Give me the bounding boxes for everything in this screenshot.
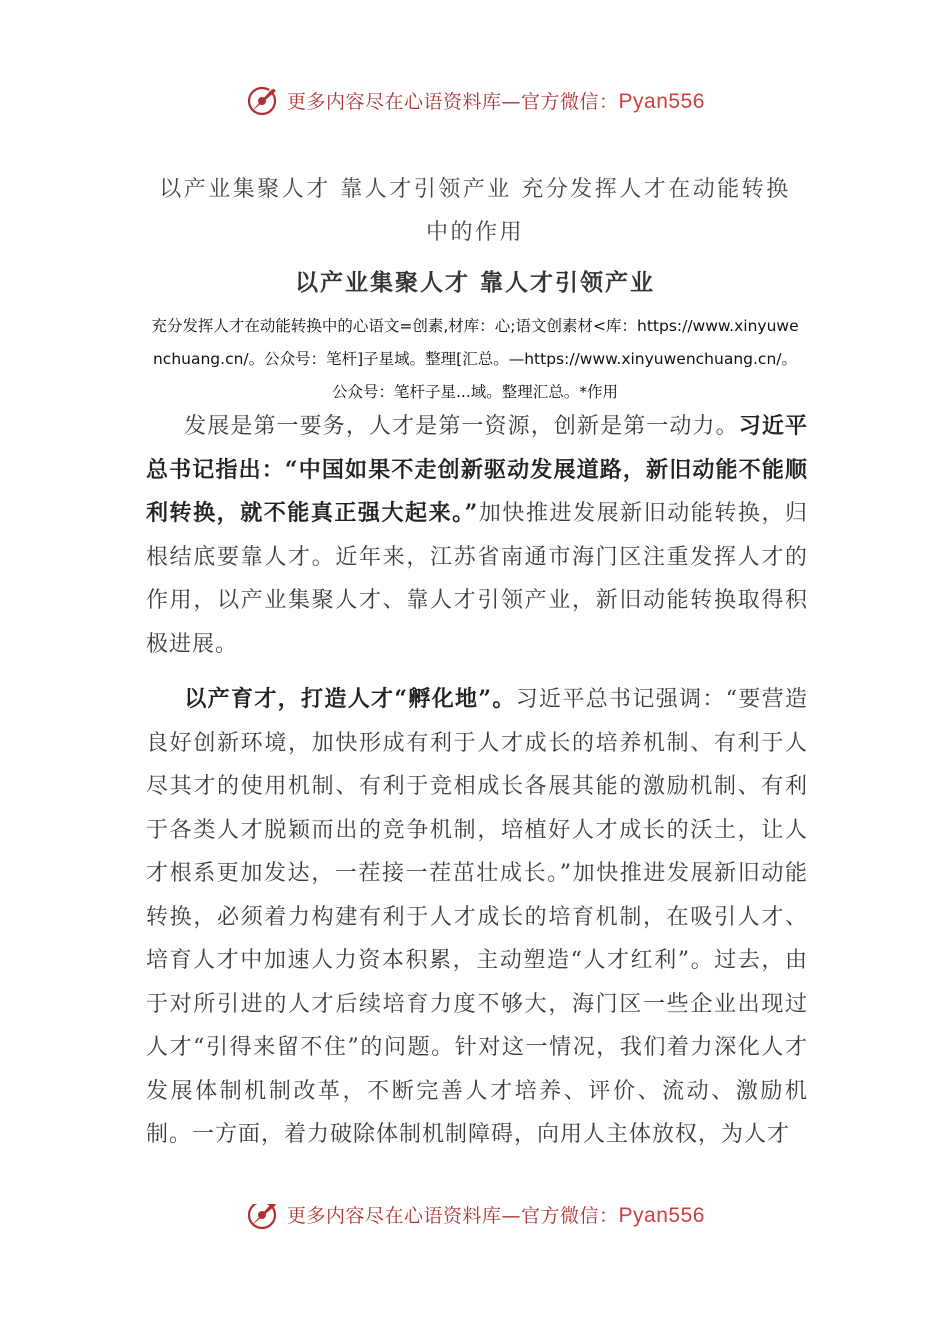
- paragraph-2: [146, 678, 808, 1157]
- paragraph-2-rest: 习近平总书记强调：“要营造良好创新环境，加快形成有利于人才成长的培养机制、有利于人尽其才的使用机制、有利于竞相成长各展其能的激励机制、有利于各类人才脱颖而出的竞争机制，培植好人才成长的沃土，让人才根系更加发达，一茬接一茬茁壮成长。”加快推进发展新旧动能转换，必须着力构建有利于人才成长的培育机制，在吸引人才、培育人才中加速人力资本积累，主动塑造“人才红利”。过去，由于对所引进的人才后续培育力度不够大，海门区一些企业出现过人才“引得来留不住”的问题。针对这一情况，我们着力深化人才发展体制机制改革，不断完善人才培养、评价、流动、激励机制。一方面，着力破除体制机制障碍，向用人主体放权，为人才: [146, 687, 808, 1147]
- paragraph-1-lead: 发展是第一要务，人才是第一资源，创新是第一动力。: [184, 414, 739, 439]
- watermark-wechat-id: Pyan556: [618, 89, 705, 113]
- header-watermark: [0, 80, 950, 120]
- source-meta: 充分发挥人才在动能转换中的心语文=创素,材库：心;语文创素材<库：https://www.xinyuwenchuang.cn/。公众号：笔杆]子星域。整理[汇总。—https://www.xinyuwenchuang.cn/。公众号：笔杆子星...域。整理汇总。*作用: [151, 317, 799, 401]
- footer-watermark: [0, 1204, 950, 1238]
- document-subtitle: 以产业集聚人才 靠人才引领产业: [294, 269, 655, 296]
- paragraph-1-quote: 习近平总书记指出：“中国如果不走创新驱动发展道路，新旧动能不能顺利转换，就不能真正强大起来。”: [146, 413, 808, 526]
- quill-logo-icon: [245, 1204, 281, 1232]
- watermark-text: 更多内容尽在心语资料库—官方微信：: [287, 90, 619, 113]
- paragraph-2-heading: 以产育才，打造人才“孵化地”。: [184, 686, 516, 712]
- quill-logo-icon: [245, 82, 281, 118]
- document-title: 以产业集聚人才 靠人才引领产业 充分发挥人才在动能转换中的作用: [159, 177, 791, 245]
- paragraph-1-rest: 加快推进发展新旧动能转换，归根结底要靠人才。近年来，江苏省南通市海门区注重发挥人才的作用，以产业集聚人才、靠人才引领产业，新旧动能转换取得积极进展。: [146, 501, 808, 657]
- watermark-wechat-id: Pyan556: [618, 1204, 705, 1227]
- watermark-text: 更多内容尽在心语资料库—官方微信：: [287, 1204, 619, 1227]
- paragraph-1: [146, 405, 808, 666]
